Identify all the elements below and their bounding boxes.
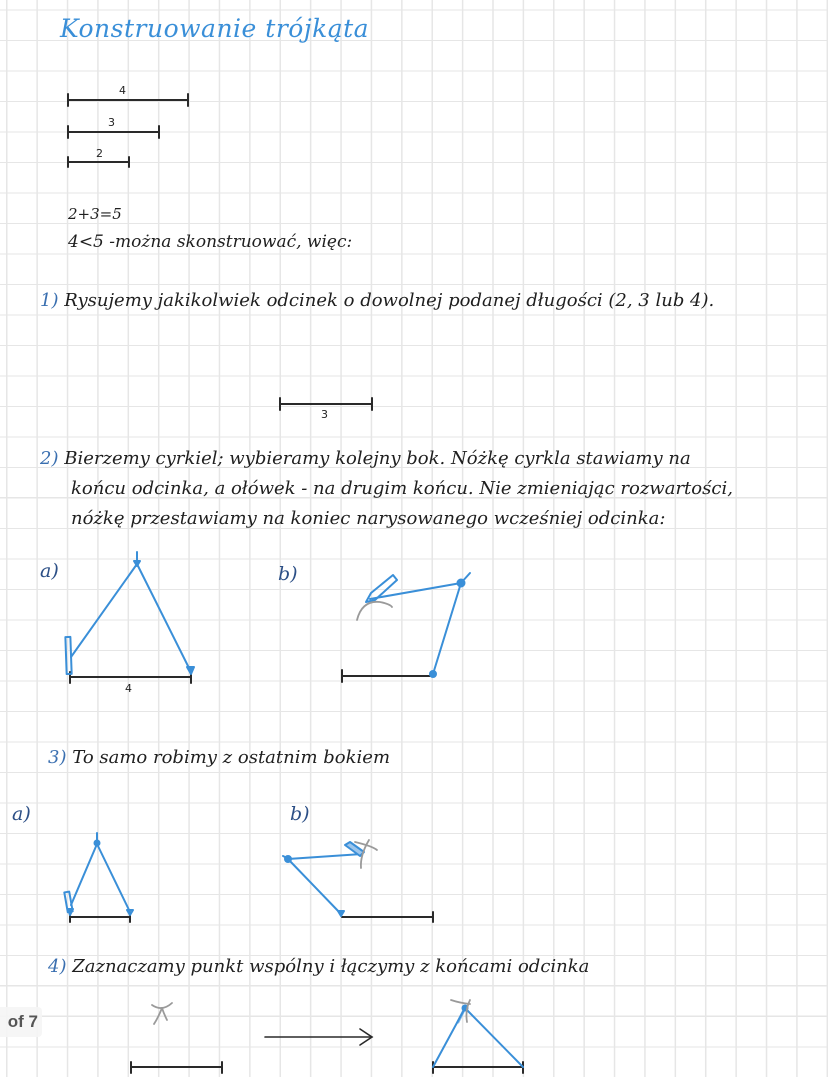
page-indicator: of 7 [0, 1007, 42, 1037]
arc-2b [357, 602, 392, 620]
step-4 [48, 956, 589, 977]
step2a-base-label: 4 [125, 682, 132, 695]
step-number: 3) [48, 747, 67, 768]
step-2-sub-a: a) [40, 560, 59, 582]
step-text: To samo robimy z ostatnim bokiem [72, 747, 391, 768]
inequality-text: 4<5 -można skonstruować, więc: [68, 232, 353, 252]
step-2-line-1 [40, 448, 691, 469]
step-number: 1) [40, 290, 59, 311]
arc-4-left-1 [152, 1003, 172, 1008]
step-text: Zaznaczamy punkt wspólny i łączymy z końcami odcinka [72, 956, 590, 977]
page-title: Konstruowanie trójkąta [60, 14, 370, 43]
step-text: Bierzemy cyrkiel; wybieramy kolejny bok. Nóżkę cyrkla stawiamy na [64, 448, 691, 469]
segment-4 [68, 94, 188, 106]
sum-equation: 2+3=5 [68, 205, 122, 223]
segment-label-2: 2 [96, 147, 103, 160]
step3a-base [70, 912, 130, 922]
step-text: Rysujemy jakikolwiek odcinek o dowolnej podanej długości (2, 3 lub 4). [64, 290, 715, 311]
compass-3a [64, 833, 133, 915]
step4-base [433, 1062, 523, 1073]
step2b-base [342, 670, 433, 682]
compass-2b [366, 573, 470, 677]
compass-2a [65, 552, 194, 674]
step-2-sub-b: b) [278, 563, 298, 585]
arc-4-left-2 [154, 1008, 162, 1024]
triangle-final [433, 1006, 523, 1068]
arc-4-left-3 [162, 1008, 167, 1020]
step-number: 2) [40, 448, 59, 469]
step-3-sub-a: a) [12, 803, 31, 825]
step-2-line-3: nóżkę przestawiamy na koniec narysowanego wcześniej odcinka: [71, 508, 666, 529]
step-3 [48, 747, 390, 768]
compass-3b [283, 842, 364, 916]
arc-3b-1 [355, 842, 377, 850]
step-3-sub-b: b) [290, 803, 310, 825]
step1-segment-label: 3 [321, 408, 328, 421]
segment-label-3: 3 [108, 116, 115, 129]
step4-segment [131, 1062, 222, 1073]
arc-4-right-2 [466, 1000, 470, 1022]
arc-4-right-1 [451, 1000, 470, 1004]
step-2-line-2: końcu odcinka, a ołówek - na drugim końcu. Nie zmieniając rozwartości, [71, 478, 733, 499]
segment-label-4: 4 [119, 84, 126, 97]
step3b-base [342, 912, 433, 922]
arrow [265, 1029, 372, 1045]
step-1 [40, 290, 714, 311]
arc-3b-2 [361, 840, 369, 868]
step-number: 4) [48, 956, 67, 977]
